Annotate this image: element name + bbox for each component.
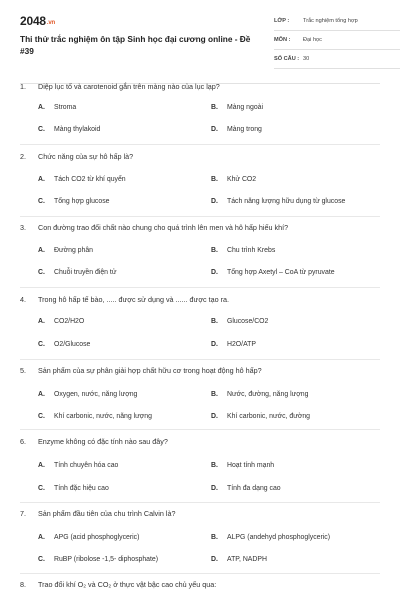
question-divider — [20, 359, 380, 360]
question-number: 3. — [20, 223, 26, 232]
meta-label: MÔN : — [274, 37, 291, 43]
option-text: H2O/ATP — [227, 341, 256, 348]
meta-value: Đại học — [303, 37, 322, 43]
option-letter: A. — [38, 391, 45, 398]
question-text — [20, 580, 380, 590]
option-letter: A. — [38, 247, 45, 254]
question-text — [20, 82, 380, 92]
question-item — [20, 580, 380, 590]
question-item — [20, 295, 380, 348]
option-text: Khử CO2 — [227, 176, 257, 183]
option-letter: B. — [211, 462, 218, 469]
option-a[interactable] — [38, 461, 118, 471]
question-stem: Sản phẩm đầu tiên của chu trình Calvin là? — [38, 509, 176, 518]
question-stem: Diệp lục tố và carotenoid gắn trên màng nào của lục lạp? — [38, 82, 220, 91]
question-number: 1. — [20, 82, 26, 91]
question-divider — [20, 429, 380, 430]
site-logo[interactable] — [20, 14, 55, 28]
option-text: Khí carbonic, nước, đường — [227, 413, 310, 420]
option-text: ALPG (andehyd phosphoglyceric) — [227, 534, 331, 541]
option-d[interactable] — [211, 268, 335, 278]
option-b[interactable] — [211, 533, 330, 543]
question-divider — [20, 216, 380, 217]
option-text: Màng thylakoid — [54, 126, 101, 133]
option-d[interactable] — [211, 412, 310, 422]
option-text: Hoạt tính mạnh — [227, 462, 275, 469]
option-text: Chu trình Krebs — [227, 247, 276, 254]
option-text: Màng trong — [227, 126, 262, 133]
meta-label: SỐ CÂU : — [274, 56, 300, 62]
option-letter: A. — [38, 318, 45, 325]
meta-label: LỚP : — [274, 18, 290, 24]
question-item — [20, 509, 380, 563]
option-letter: C. — [38, 413, 45, 420]
question-stem: Chức năng của sự hô hấp là? — [38, 152, 134, 161]
question-item — [20, 437, 380, 492]
option-b[interactable] — [211, 175, 256, 185]
option-d[interactable] — [211, 484, 281, 494]
question-text — [20, 152, 380, 162]
option-letter: D. — [211, 556, 218, 563]
option-letter: A. — [38, 534, 45, 541]
meta-row-class — [274, 12, 400, 31]
option-letter: D. — [211, 413, 218, 420]
meta-row-subject — [274, 31, 400, 50]
exam-title: Thi thử trắc nghiệm ôn tập Sinh học đại cương online - Đề #39 — [20, 34, 251, 56]
option-letter: D. — [211, 198, 218, 205]
option-text: Tách CO2 từ khí quyển — [54, 176, 126, 183]
question-divider — [20, 144, 380, 145]
question-item — [20, 82, 380, 133]
question-text — [20, 295, 380, 305]
option-text: Chuỗi truyền điện tử — [54, 269, 117, 276]
option-a[interactable] — [38, 246, 93, 256]
option-a[interactable] — [38, 317, 84, 327]
logo-text: 2048 — [20, 14, 46, 28]
option-letter: C. — [38, 126, 45, 133]
option-letter: B. — [211, 176, 218, 183]
question-text — [20, 366, 380, 376]
option-text: Khí carbonic, nước, năng lượng — [54, 413, 152, 420]
option-letter: B. — [211, 247, 218, 254]
option-letter: C. — [38, 198, 45, 205]
question-stem: Trao đổi khí O₂ và CO₂ ở thực vật bậc cao chủ yếu qua: — [38, 580, 217, 589]
option-letter: C. — [38, 269, 45, 276]
option-letter: B. — [211, 318, 218, 325]
option-text: APG (acid phosphoglyceric) — [54, 534, 140, 541]
question-text — [20, 223, 380, 233]
question-number: 7. — [20, 509, 26, 518]
meta-row-count — [274, 50, 400, 69]
option-letter: D. — [211, 126, 218, 133]
meta-value: 30 — [303, 56, 310, 62]
option-a[interactable] — [38, 175, 126, 185]
option-text: RuBP (ribolose -1,5- diphosphate) — [54, 556, 159, 563]
option-c[interactable] — [38, 555, 158, 565]
question-number: 8. — [20, 580, 26, 589]
option-letter: B. — [211, 391, 218, 398]
option-d[interactable] — [211, 125, 262, 135]
logo-suffix: .vn — [46, 20, 55, 26]
question-number: 6. — [20, 437, 26, 446]
option-text: O2/Glucose — [54, 341, 91, 348]
option-letter: D. — [211, 485, 218, 492]
option-letter: C. — [38, 341, 45, 348]
option-c[interactable] — [38, 484, 109, 494]
option-text: Tính đặc hiệu cao — [54, 485, 109, 492]
option-letter: D. — [211, 341, 218, 348]
option-c[interactable] — [38, 197, 109, 207]
question-stem: Trong hô hấp tế bào, ..... được sử dụng và ...... được tạo ra. — [38, 295, 230, 304]
option-letter: A. — [38, 462, 45, 469]
question-text — [20, 509, 380, 519]
exam-header — [20, 0, 380, 84]
option-text: Nước, đường, năng lượng — [227, 391, 309, 398]
question-text — [20, 437, 380, 447]
option-letter: B. — [211, 104, 218, 111]
question-divider — [20, 573, 380, 574]
option-b[interactable] — [211, 390, 308, 400]
option-letter: B. — [211, 534, 218, 541]
option-text: Tính đa dạng cao — [227, 485, 281, 492]
question-stem: Enzyme không có đặc tính nào sau đây? — [38, 437, 168, 446]
option-c[interactable] — [38, 268, 116, 278]
meta-value: Trắc nghiệm tổng hợp — [303, 18, 358, 24]
option-letter: D. — [211, 269, 218, 276]
option-text: Đường phân — [54, 247, 94, 254]
question-stem: Sản phẩm của sự phân giải hợp chất hữu cơ trong hoạt động hô hấp? — [38, 366, 262, 375]
option-a[interactable] — [38, 103, 76, 113]
option-b[interactable] — [211, 246, 275, 256]
question-item — [20, 152, 380, 205]
option-a[interactable] — [38, 533, 139, 543]
option-c[interactable] — [38, 412, 152, 422]
option-text: Tách năng lượng hữu dụng từ glucose — [227, 198, 346, 205]
option-letter: A. — [38, 104, 45, 111]
exam-meta — [274, 12, 400, 69]
question-divider — [20, 287, 380, 288]
question-item — [20, 366, 380, 420]
option-text: Tổng hợp Axetyl – CoA từ pyruvate — [227, 269, 335, 276]
question-number: 4. — [20, 295, 26, 304]
option-c[interactable] — [38, 125, 100, 135]
option-d[interactable] — [211, 197, 345, 207]
question-item — [20, 223, 380, 276]
option-text: Màng ngoài — [227, 104, 264, 111]
question-number: 2. — [20, 152, 26, 161]
option-letter: C. — [38, 485, 45, 492]
option-b[interactable] — [211, 103, 263, 113]
option-text: ATP, NADPH — [227, 556, 267, 563]
option-a[interactable] — [38, 390, 137, 400]
option-text: Tổng hợp glucose — [54, 198, 110, 205]
question-stem: Con đường trao đổi chất nào chung cho quá trình lên men và hô hấp hiếu khí? — [38, 223, 289, 232]
option-b[interactable] — [211, 317, 268, 327]
option-text: CO2/H2O — [54, 318, 85, 325]
option-letter: A. — [38, 176, 45, 183]
option-text: Stroma — [54, 104, 77, 111]
option-d[interactable] — [211, 340, 256, 350]
question-divider — [20, 502, 380, 503]
option-letter: C. — [38, 556, 45, 563]
option-text: Oxygen, nước, năng lượng — [54, 391, 138, 398]
option-text: Tính chuyên hóa cao — [54, 462, 119, 469]
option-text: Glucose/CO2 — [227, 318, 269, 325]
option-c[interactable] — [38, 340, 90, 350]
option-b[interactable] — [211, 461, 274, 471]
question-number: 5. — [20, 366, 26, 375]
option-d[interactable] — [211, 555, 267, 565]
